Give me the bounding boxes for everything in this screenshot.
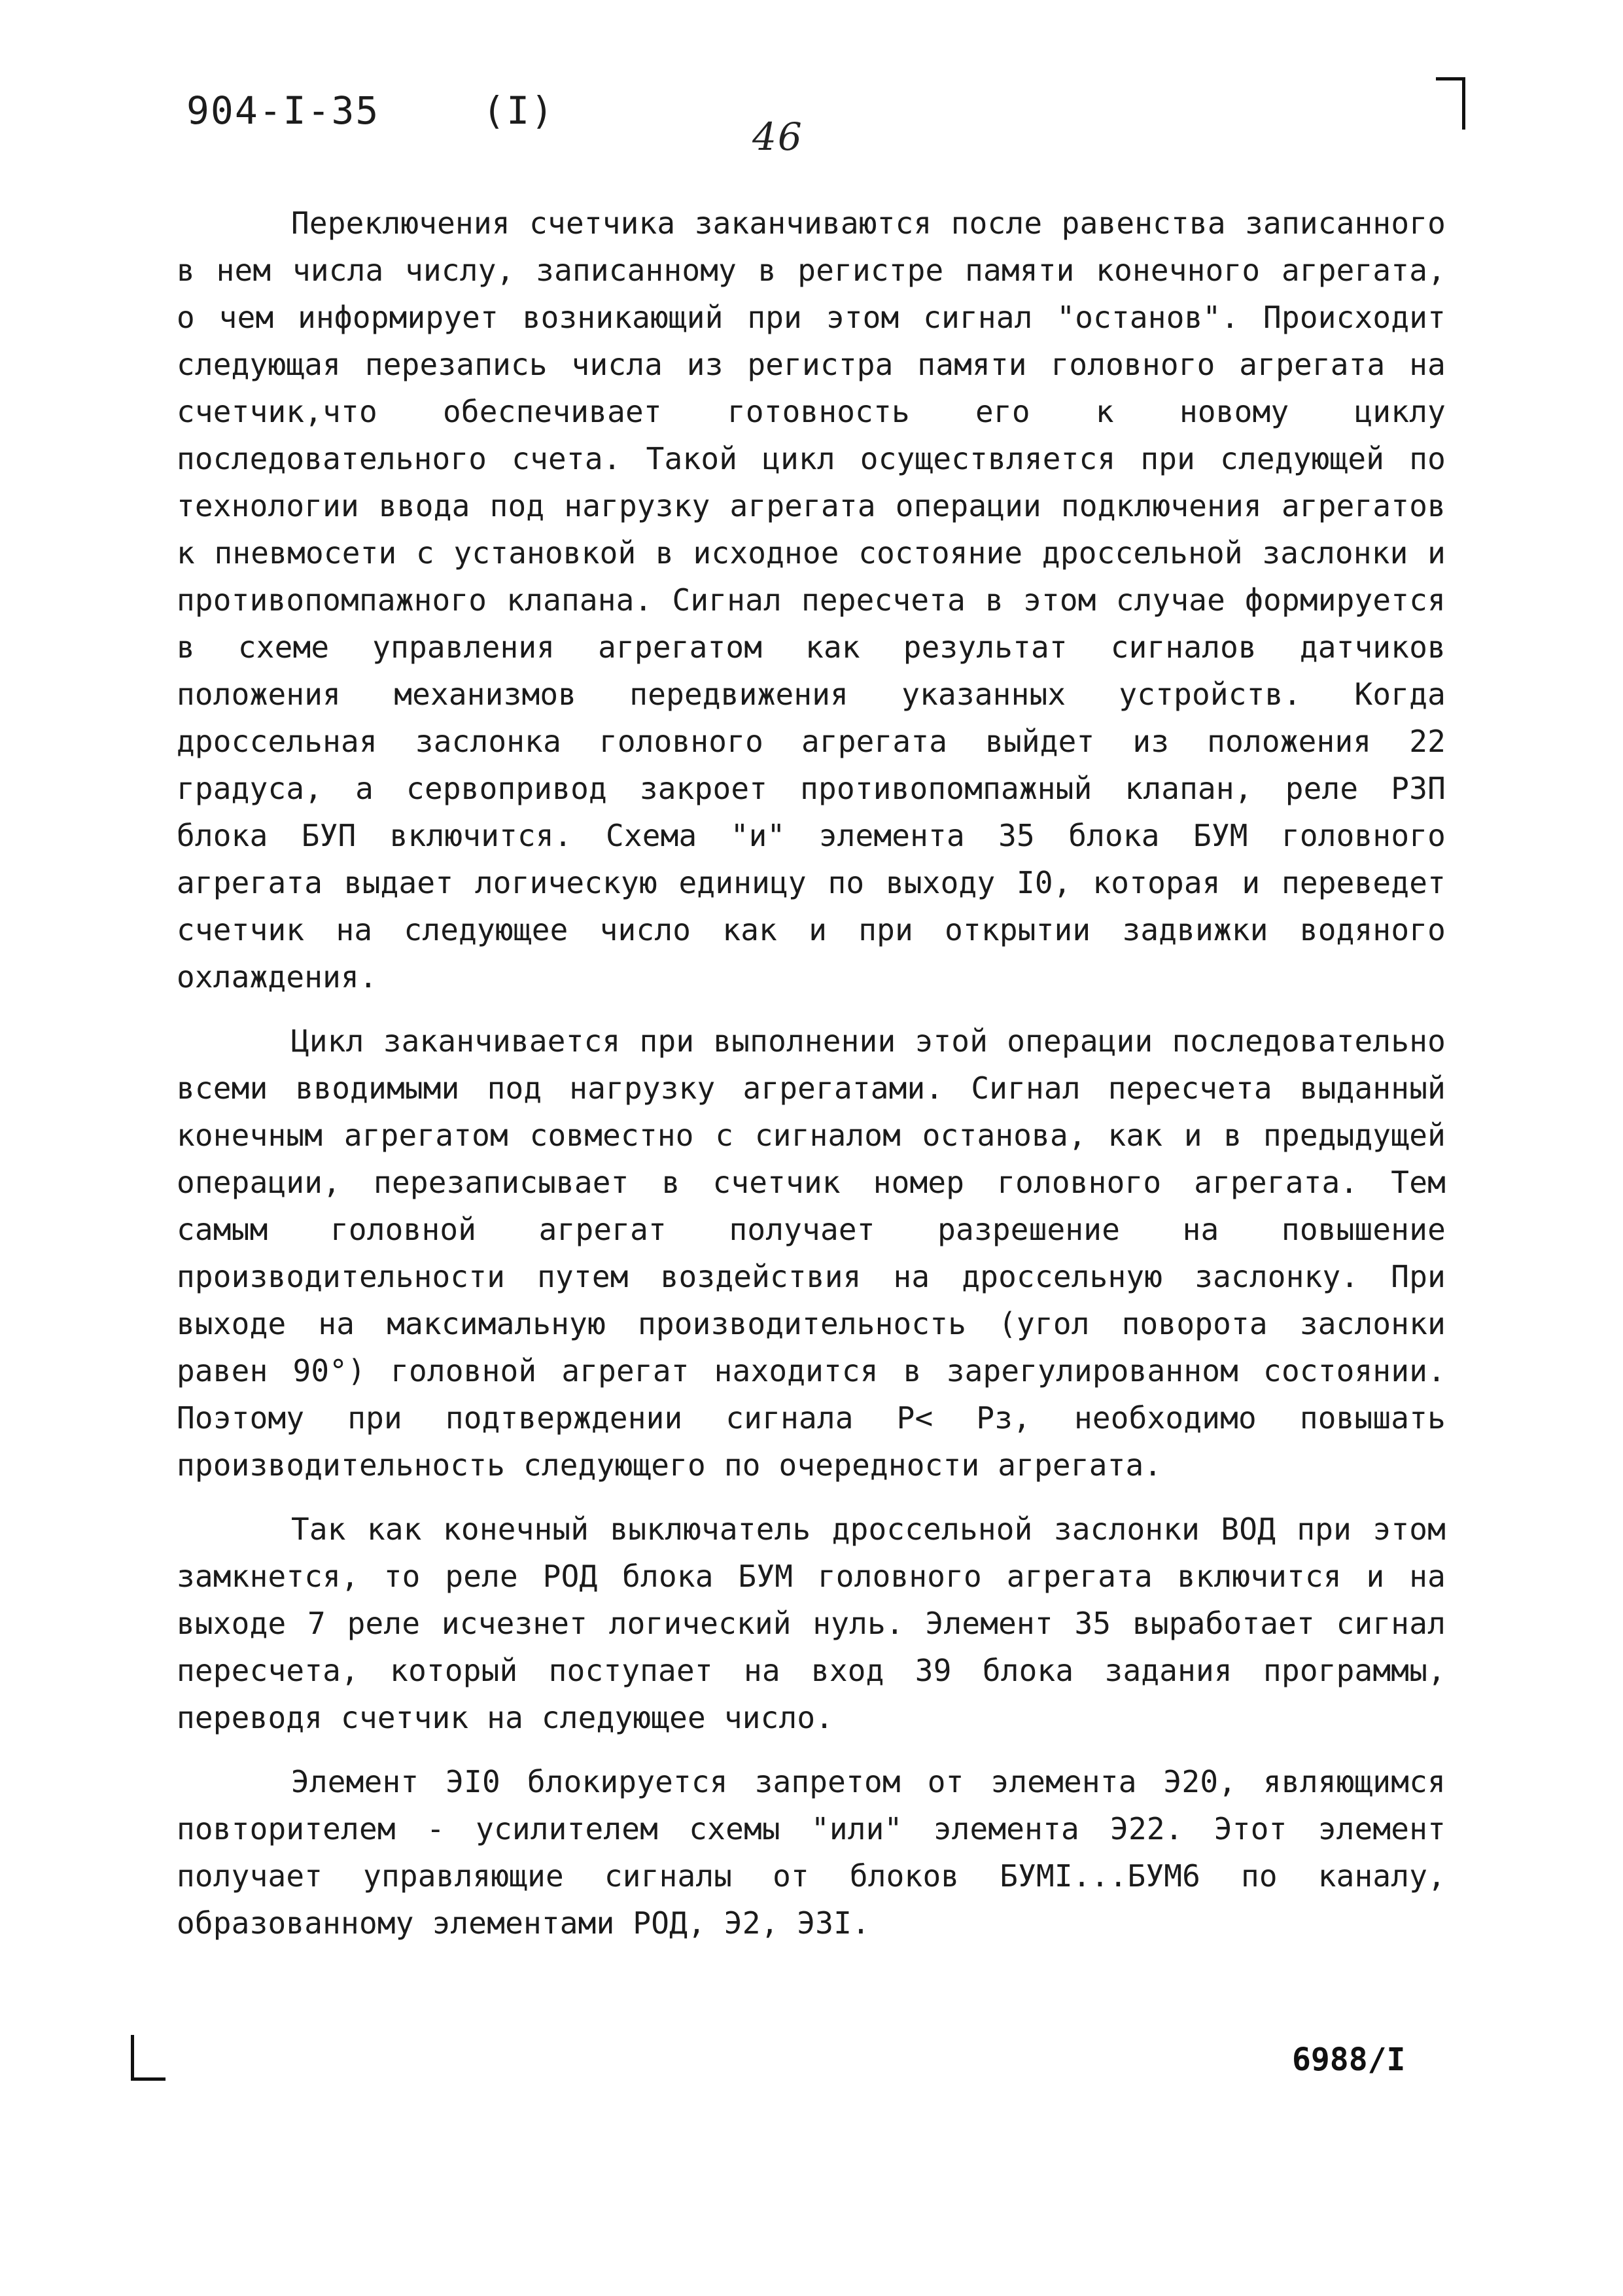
corner-mark-top-right [1436,77,1465,130]
archive-stamp: 6988/I [1292,2041,1406,2078]
page-number: 46 [752,115,803,159]
document-body [177,200,1446,1964]
document-code: 904-I-35 [186,88,380,133]
page-header [186,88,555,133]
paragraph-3: Так как конечный выключатель дроссельной заслонки ВОД при этом замкнется, то реле РОД блока БУМ головного агрегата включится и на выходе 7 реле исчезнет логический нуль. Элемент 35 выработает сигнал пересчета, который поступает на вход 39 блока задания программы, переводя счетчик на следующее число. [177,1511,1446,1735]
paragraph-4: Элемент ЭI0 блокируется запретом от элемента Э20, являющимся повторителем - усилителем схемы "или" элемента Э22. Этот элемент получает управляющие сигналы от блоков БУМI...БУМ6 по каналу, образованному элементами РОД, Э2, Э3I. [177,1764,1446,1941]
corner-mark-bottom-left [131,2035,166,2081]
document-part: (I) [482,88,555,133]
paragraph-2: Цикл заканчивается при выполнении этой операции последовательно всеми вводимыми под нагрузку агрегатами. Сигнал пересчета выданный конечным агрегатом совместно с сигналом останова, как и в предыдущей операции, перезаписывает в счетчик номер головного агрегата. Тем самым головной агрегат получает разрешение на повышение производительности путем воздействия на дроссельную заслонку. При выходе на максимальную производительность (угол поворота заслонки равен 90°) головной агрегат находится в зарегулированном состоянии. Поэтому при подтверждении сигнала P< Pз, необходимо повышать производительность следующего по очередности агрегата. [177,1023,1446,1483]
paragraph-1: Переключения счетчика заканчиваются после равенства записанного в нем числа числу, записанному в регистре памяти конечного агрегата, о чем информирует возникающий при этом сигнал "останов". Происходит следующая перезапись числа из регистра памяти головного агрегата на счетчик,что обеспечивает готовность его к новому циклу последовательного счета. Такой цикл осуществляется при следующей по технологии ввода под нагрузку агрегата операции подключения агрегатов к пневмосети с установкой в исходное состояние дроссельной заслонки и противопомпажного клапана. Сигнал пересчета в этом случае формируется в схеме управления агрегатом как результат сигналов датчиков положения механизмов передвижения указанных устройств. Когда дроссельная заслонка головного агрегата выйдет из положения 22 градуса, а сервопривод закроет противопомпажный клапан, реле РЗП блока БУП включится. Схема "и" элемента 35 блока БУМ головного агрегата выдает логическую единицу по выходу I0, которая и переведет счетчик на следующее число как и при открытии задвижки водяного охлаждения. [177,205,1446,995]
